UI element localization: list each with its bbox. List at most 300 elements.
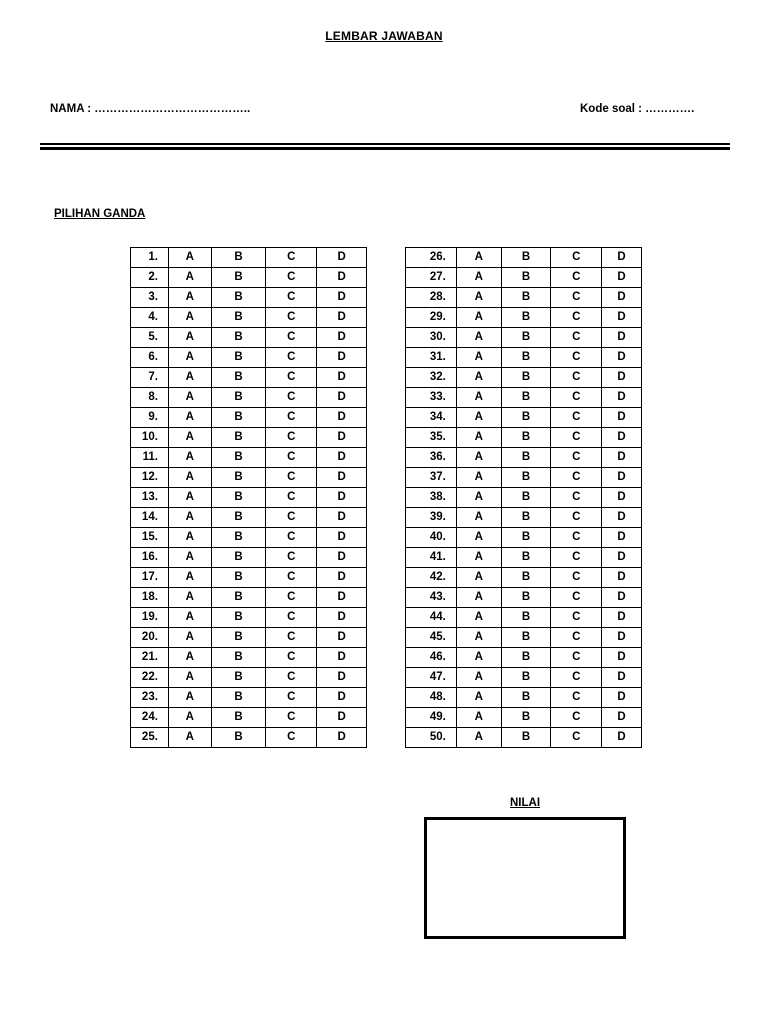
answer-row [131,568,367,588]
answer-row [406,588,642,608]
answer-row [131,468,367,488]
answer-option-b[interactable]: B [211,348,266,368]
question-number: 27. [406,268,457,288]
answer-option-c[interactable]: C [266,628,317,648]
section-title: PILIHAN GANDA [54,208,146,220]
answer-option-d[interactable]: D [317,348,367,368]
answer-option-b[interactable]: B [211,248,266,268]
answer-option-a[interactable]: A [168,488,211,508]
answer-option-c[interactable]: C [551,268,602,288]
question-number: 45. [406,628,457,648]
answer-row [131,708,367,728]
answer-option-c[interactable]: C [551,308,602,328]
answer-option-c[interactable]: C [551,368,602,388]
answer-option-a[interactable]: A [456,508,501,528]
answer-row [406,668,642,688]
answer-row [406,448,642,468]
answer-option-d[interactable]: D [602,388,642,408]
answer-row [131,628,367,648]
answer-option-d[interactable]: D [602,488,642,508]
question-number: 36. [406,448,457,468]
answer-option-a[interactable]: A [168,248,211,268]
answer-option-b[interactable]: B [501,608,551,628]
answer-option-b[interactable]: B [501,448,551,468]
answer-option-d[interactable]: D [602,268,642,288]
question-number: 41. [406,548,457,568]
question-code-field[interactable]: Kode soal : …………. [580,103,695,115]
question-number: 44. [406,608,457,628]
answer-option-d[interactable]: D [602,348,642,368]
answer-option-b[interactable]: B [211,548,266,568]
answer-row [131,448,367,468]
answer-row [406,328,642,348]
answer-option-c[interactable]: C [266,508,317,528]
answer-option-a[interactable]: A [456,428,501,448]
answer-row [131,508,367,528]
answer-option-d[interactable]: D [317,328,367,348]
answer-option-d[interactable]: D [317,668,367,688]
question-number: 15. [131,528,169,548]
answer-option-c[interactable]: C [551,428,602,448]
answer-row [131,388,367,408]
answer-option-b[interactable]: B [501,588,551,608]
answer-option-d[interactable]: D [602,588,642,608]
answer-option-c[interactable]: C [266,308,317,328]
answer-option-c[interactable]: C [266,488,317,508]
score-box[interactable] [424,817,626,939]
answer-option-c[interactable]: C [266,708,317,728]
answer-option-d[interactable]: D [317,508,367,528]
question-number: 16. [131,548,169,568]
answer-option-b[interactable]: B [211,388,266,408]
answer-row [406,568,642,588]
answer-option-d[interactable]: D [317,428,367,448]
answer-option-d[interactable]: D [317,248,367,268]
answer-row [406,708,642,728]
answer-option-d[interactable]: D [317,728,367,748]
answer-option-d[interactable]: D [602,308,642,328]
answer-row [406,288,642,308]
answer-option-a[interactable]: A [168,448,211,468]
question-number: 29. [406,308,457,328]
answer-row [131,428,367,448]
answer-option-c[interactable]: C [551,728,602,748]
answer-option-a[interactable]: A [168,268,211,288]
answer-option-b[interactable]: B [211,588,266,608]
answer-option-b[interactable]: B [501,548,551,568]
question-number: 48. [406,688,457,708]
answer-option-b[interactable]: B [501,688,551,708]
answer-row [131,348,367,368]
answer-option-a[interactable]: A [456,708,501,728]
answer-row [406,688,642,708]
answer-option-a[interactable]: A [456,648,501,668]
answer-option-c[interactable]: C [266,288,317,308]
answer-option-a[interactable]: A [456,248,501,268]
answer-option-a[interactable]: A [168,688,211,708]
answer-option-a[interactable]: A [168,368,211,388]
answer-option-d[interactable]: D [317,268,367,288]
answer-option-d[interactable]: D [317,708,367,728]
answer-option-a[interactable]: A [168,348,211,368]
answer-option-b[interactable]: B [501,628,551,648]
answer-option-a[interactable]: A [456,328,501,348]
answer-option-d[interactable]: D [602,648,642,668]
answer-option-d[interactable]: D [317,608,367,628]
answer-row [406,308,642,328]
answer-option-d[interactable]: D [602,728,642,748]
question-number: 26. [406,248,457,268]
answer-option-a[interactable]: A [456,568,501,588]
answer-row [406,508,642,528]
answer-option-d[interactable]: D [317,488,367,508]
answer-option-a[interactable]: A [168,328,211,348]
question-number: 7. [131,368,169,388]
answer-option-a[interactable]: A [168,728,211,748]
answer-option-b[interactable]: B [501,728,551,748]
answer-option-b[interactable]: B [211,328,266,348]
answer-option-a[interactable]: A [456,268,501,288]
question-number: 21. [131,648,169,668]
answer-row [406,428,642,448]
question-number: 50. [406,728,457,748]
answer-option-b[interactable]: B [211,428,266,448]
question-number: 40. [406,528,457,548]
answer-row [406,528,642,548]
answer-option-a[interactable]: A [168,388,211,408]
answer-option-b[interactable]: B [501,268,551,288]
answer-option-d[interactable]: D [317,288,367,308]
answer-option-a[interactable]: A [168,648,211,668]
question-number: 19. [131,608,169,628]
answer-option-a[interactable]: A [456,728,501,748]
answer-option-a[interactable]: A [168,308,211,328]
answer-option-d[interactable]: D [602,568,642,588]
answer-option-c[interactable]: C [551,628,602,648]
answer-option-a[interactable]: A [168,288,211,308]
answer-option-b[interactable]: B [501,568,551,588]
answer-option-d[interactable]: D [317,528,367,548]
answer-option-c[interactable]: C [266,348,317,368]
answer-option-c[interactable]: C [551,248,602,268]
answer-option-d[interactable]: D [602,548,642,568]
answer-row [131,668,367,688]
answer-option-a[interactable]: A [168,668,211,688]
answer-option-a[interactable]: A [168,568,211,588]
answer-row [406,608,642,628]
answer-table-left [130,247,367,748]
answer-option-c[interactable]: C [551,648,602,668]
answer-option-b[interactable]: B [211,408,266,428]
answer-option-d[interactable]: D [602,288,642,308]
answer-row [406,368,642,388]
answer-table-right [405,247,642,748]
answer-option-a[interactable]: A [168,508,211,528]
answer-option-b[interactable]: B [501,328,551,348]
answer-row [131,368,367,388]
answer-option-b[interactable]: B [211,568,266,588]
answer-option-b[interactable]: B [211,448,266,468]
answer-option-c[interactable]: C [551,408,602,428]
answer-option-b[interactable]: B [211,708,266,728]
question-number: 5. [131,328,169,348]
answer-option-a[interactable]: A [168,548,211,568]
answer-option-c[interactable]: C [266,548,317,568]
answer-option-a[interactable]: A [168,428,211,448]
question-number: 38. [406,488,457,508]
answer-option-d[interactable]: D [317,648,367,668]
answer-option-d[interactable]: D [602,708,642,728]
answer-option-c[interactable]: C [266,728,317,748]
answer-option-d[interactable]: D [317,588,367,608]
answer-option-d[interactable]: D [602,668,642,688]
answer-option-d[interactable]: D [602,628,642,648]
header-divider-thick [40,147,730,150]
answer-row [131,728,367,748]
question-number: 14. [131,508,169,528]
question-number: 4. [131,308,169,328]
answer-option-d[interactable]: D [602,608,642,628]
question-number: 11. [131,448,169,468]
answer-option-b[interactable]: B [211,628,266,648]
answer-option-c[interactable]: C [551,548,602,568]
question-number: 12. [131,468,169,488]
answer-option-b[interactable]: B [501,708,551,728]
answer-option-c[interactable]: C [266,568,317,588]
answer-option-a[interactable]: A [456,368,501,388]
answer-option-b[interactable]: B [211,468,266,488]
answer-option-b[interactable]: B [501,648,551,668]
answer-option-a[interactable]: A [456,448,501,468]
answer-option-d[interactable]: D [602,408,642,428]
answer-option-a[interactable]: A [168,408,211,428]
question-number: 17. [131,568,169,588]
answer-option-c[interactable]: C [551,348,602,368]
score-label: NILAI [509,797,541,809]
answer-option-b[interactable]: B [211,528,266,548]
question-number: 33. [406,388,457,408]
answer-option-d[interactable]: D [317,468,367,488]
answer-row [131,288,367,308]
question-number: 28. [406,288,457,308]
answer-option-d[interactable]: D [317,388,367,408]
answer-option-d[interactable]: D [602,368,642,388]
answer-option-d[interactable]: D [317,688,367,708]
answer-option-d[interactable]: D [317,368,367,388]
answer-option-d[interactable]: D [602,528,642,548]
answer-option-c[interactable]: C [551,508,602,528]
answer-option-a[interactable]: A [168,608,211,628]
answer-option-c[interactable]: C [551,488,602,508]
answer-option-a[interactable]: A [168,468,211,488]
answer-option-d[interactable]: D [317,408,367,428]
answer-row [406,728,642,748]
question-number: 42. [406,568,457,588]
answer-option-a[interactable]: A [456,468,501,488]
answer-row [406,388,642,408]
answer-option-a[interactable]: A [168,528,211,548]
answer-option-b[interactable]: B [211,668,266,688]
answer-option-a[interactable]: A [456,348,501,368]
question-number: 43. [406,588,457,608]
answer-option-c[interactable]: C [266,328,317,348]
answer-option-c[interactable]: C [551,588,602,608]
answer-option-b[interactable]: B [501,388,551,408]
answer-option-a[interactable]: A [456,668,501,688]
answer-option-d[interactable]: D [602,508,642,528]
answer-row [406,348,642,368]
answer-option-a[interactable]: A [456,548,501,568]
answer-option-c[interactable]: C [551,568,602,588]
answer-option-a[interactable]: A [168,708,211,728]
answer-option-d[interactable]: D [317,308,367,328]
answer-option-c[interactable]: C [551,688,602,708]
answer-option-c[interactable]: C [266,368,317,388]
answer-option-c[interactable]: C [266,248,317,268]
question-number: 23. [131,688,169,708]
answer-option-a[interactable]: A [456,628,501,648]
question-number: 46. [406,648,457,668]
answer-option-b[interactable]: B [501,408,551,428]
answer-option-d[interactable]: D [317,568,367,588]
answer-option-d[interactable]: D [602,248,642,268]
answer-option-b[interactable]: B [501,368,551,388]
answer-option-c[interactable]: C [551,468,602,488]
answer-option-b[interactable]: B [501,308,551,328]
answer-option-c[interactable]: C [266,388,317,408]
answer-option-c[interactable]: C [551,708,602,728]
answer-option-a[interactable]: A [456,608,501,628]
answer-option-b[interactable]: B [211,688,266,708]
question-number: 49. [406,708,457,728]
answer-row [131,488,367,508]
answer-row [406,628,642,648]
answer-option-b[interactable]: B [211,368,266,388]
answer-option-c[interactable]: C [551,328,602,348]
answer-row [406,488,642,508]
question-number: 20. [131,628,169,648]
answer-option-a[interactable]: A [456,308,501,328]
answer-option-c[interactable]: C [266,428,317,448]
answer-row [406,648,642,668]
question-number: 34. [406,408,457,428]
answer-option-b[interactable]: B [501,508,551,528]
answer-option-a[interactable]: A [456,388,501,408]
answer-option-d[interactable]: D [602,428,642,448]
question-number: 18. [131,588,169,608]
answer-row [406,408,642,428]
question-number: 13. [131,488,169,508]
answer-option-d[interactable]: D [602,448,642,468]
answer-option-d[interactable]: D [602,468,642,488]
answer-option-b[interactable]: B [501,428,551,448]
answer-option-a[interactable]: A [456,488,501,508]
answer-row [131,248,367,268]
answer-option-c[interactable]: C [266,468,317,488]
answer-option-a[interactable]: A [456,288,501,308]
answer-option-b[interactable]: B [211,268,266,288]
name-field[interactable]: NAMA : ………………………………….. [50,103,251,115]
answer-option-b[interactable]: B [501,488,551,508]
answer-option-b[interactable]: B [501,288,551,308]
answer-option-c[interactable]: C [266,528,317,548]
answer-row [406,548,642,568]
answer-option-d[interactable]: D [317,628,367,648]
answer-option-c[interactable]: C [266,408,317,428]
answer-option-b[interactable]: B [211,488,266,508]
answer-option-b[interactable]: B [211,728,266,748]
answer-option-d[interactable]: D [317,548,367,568]
answer-option-c[interactable]: C [266,648,317,668]
answer-option-a[interactable]: A [168,588,211,608]
answer-option-c[interactable]: C [266,268,317,288]
question-number: 1. [131,248,169,268]
answer-option-b[interactable]: B [211,288,266,308]
answer-row [131,608,367,628]
question-number: 8. [131,388,169,408]
question-number: 3. [131,288,169,308]
answer-row [131,328,367,348]
question-number: 2. [131,268,169,288]
sheet-title: LEMBAR JAWABAN [325,29,443,43]
answer-option-c[interactable]: C [266,588,317,608]
answer-option-b[interactable]: B [501,348,551,368]
answer-row [131,648,367,668]
question-number: 22. [131,668,169,688]
header-divider-thin [40,143,730,145]
answer-row [131,528,367,548]
question-number: 24. [131,708,169,728]
answer-option-c[interactable]: C [551,388,602,408]
question-number: 37. [406,468,457,488]
answer-row [406,248,642,268]
answer-option-c[interactable]: C [266,668,317,688]
answer-option-a[interactable]: A [456,408,501,428]
answer-row [131,688,367,708]
answer-option-b[interactable]: B [501,248,551,268]
answer-option-a[interactable]: A [168,628,211,648]
answer-option-b[interactable]: B [501,668,551,688]
answer-option-c[interactable]: C [551,528,602,548]
answer-option-c[interactable]: C [551,288,602,308]
answer-option-a[interactable]: A [456,588,501,608]
question-number: 10. [131,428,169,448]
answer-option-b[interactable]: B [211,608,266,628]
answer-option-b[interactable]: B [211,648,266,668]
answer-row [131,548,367,568]
answer-option-c[interactable]: C [266,608,317,628]
answer-option-c[interactable]: C [266,688,317,708]
answer-option-c[interactable]: C [266,448,317,468]
answer-option-b[interactable]: B [211,308,266,328]
answer-row [406,468,642,488]
answer-option-b[interactable]: B [501,468,551,488]
answer-option-c[interactable]: C [551,608,602,628]
answer-option-b[interactable]: B [211,508,266,528]
question-number: 32. [406,368,457,388]
answer-option-b[interactable]: B [501,528,551,548]
answer-option-c[interactable]: C [551,448,602,468]
answer-option-d[interactable]: D [317,448,367,468]
answer-option-a[interactable]: A [456,688,501,708]
answer-option-c[interactable]: C [551,668,602,688]
question-number: 35. [406,428,457,448]
answer-option-d[interactable]: D [602,328,642,348]
answer-option-a[interactable]: A [456,528,501,548]
answer-row [131,588,367,608]
answer-row [406,268,642,288]
answer-option-d[interactable]: D [602,688,642,708]
